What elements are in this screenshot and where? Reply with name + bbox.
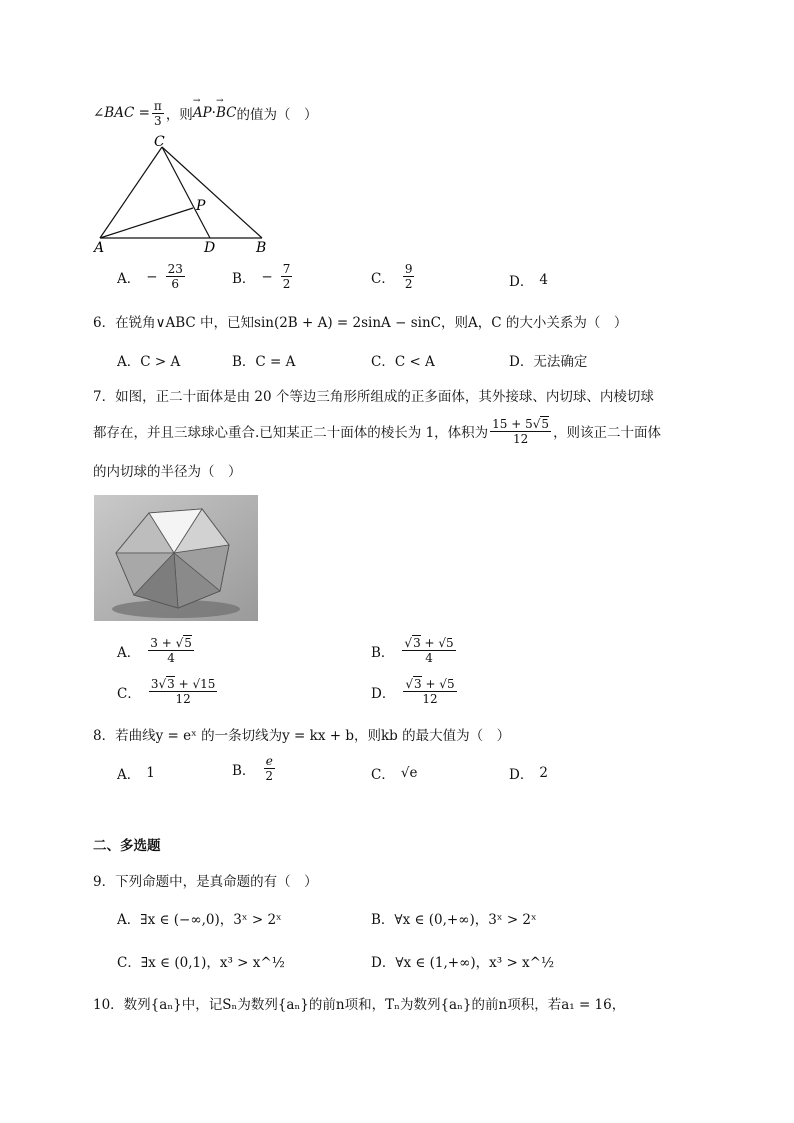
vector-bc: → BC [216, 105, 237, 121]
q7-stem-line3: 的内切球的半径为（ ） [93, 464, 242, 480]
label-d: D [204, 240, 216, 256]
q5-option-b[interactable]: B． − $\frac{7}{2}$ [232, 262, 291, 291]
q5-option-d[interactable]: D． 4 [509, 272, 548, 290]
q7-stem-line2: 都存在，并且三球球心重合.已知某正二十面体的棱长为 1，体积为 $\frac{15 + 5√5}{12}$ ，则该正二十面体 [93, 416, 662, 446]
q10-stem: 10．数列{aₙ}中，记Sₙ为数列{aₙ}的前n项和，Tₙ为数列{aₙ}的前n项积，若a₁ = 16， [93, 997, 626, 1013]
label-a: A [94, 240, 105, 256]
q9-stem: 9．下列命题中，是真命题的有（ ） [93, 874, 318, 890]
q9-option-d[interactable]: D．∀x ∈ (1,+∞)，x³ > x^½ [371, 955, 555, 971]
q6-stem: 6．在锐角∨ABC 中，已知sin(2B + A) = 2sinA − sinC，则A，C 的大小关系为（ ） [93, 315, 628, 331]
q8-option-a[interactable]: A． 1 [117, 765, 155, 783]
q7-option-a[interactable]: A． $\frac{3 + √5}{4}$ [117, 636, 192, 665]
q8-option-b[interactable]: B． $\frac{e}{2}$ [232, 754, 274, 783]
label-b: B [256, 240, 267, 256]
q8-option-d[interactable]: D． 2 [509, 765, 548, 783]
icosahedron-image [94, 495, 258, 621]
q7-option-c[interactable]: C． $\frac{3√3 + √15}{12}$ [117, 677, 216, 706]
q6-option-c[interactable]: C．C < A [371, 354, 435, 370]
q5-angle-fraction: $\frac{\pi}{3}$ [153, 98, 162, 128]
q8-option-c[interactable]: C． √e [371, 765, 418, 783]
q7-option-b[interactable]: B． $\frac{√3 + √5}{4}$ [371, 636, 454, 665]
q9-option-a[interactable]: A．∃x ∈ (−∞,0)，3ˣ > 2ˣ [117, 912, 282, 928]
volume-fraction: $\frac{15 + 5√5}{12}$ [492, 416, 550, 446]
label-c: C [154, 134, 165, 150]
label-p: P [196, 198, 206, 214]
q9-option-b[interactable]: B．∀x ∈ (0,+∞)，3ˣ > 2ˣ [371, 912, 537, 928]
q5-option-c[interactable]: C． $\frac{9}{2}$ [371, 262, 413, 291]
triangle-figure [90, 132, 290, 257]
vector-ap: → AP [193, 105, 212, 121]
q6-option-d[interactable]: D．无法确定 [509, 354, 588, 370]
q7-option-d[interactable]: D． $\frac{√3 + √5}{12}$ [371, 677, 455, 706]
q6-option-a[interactable]: A．C > A [117, 354, 181, 370]
q5-stem: ∠BAC = $\frac{\pi}{3}$ ，则 → AP · → BC 的值为（ ） [93, 96, 317, 130]
q8-stem: 8．若曲线y = eˣ 的一条切线为y = kx + b，则kb 的最大值为（ ） [93, 728, 511, 744]
q5-option-a[interactable]: A． − $\frac{23}{6}$ [117, 262, 183, 291]
q6-option-b[interactable]: B．C = A [232, 354, 296, 370]
section-heading: 二、多选题 [93, 838, 161, 854]
q7-stem-line1: 7．如图，正二十面体是由 20 个等边三角形所组成的正多面体，其外接球、内切球、内棱切球 [93, 389, 654, 405]
q9-option-c[interactable]: C．∃x ∈ (0,1)，x³ > x^½ [117, 955, 285, 971]
